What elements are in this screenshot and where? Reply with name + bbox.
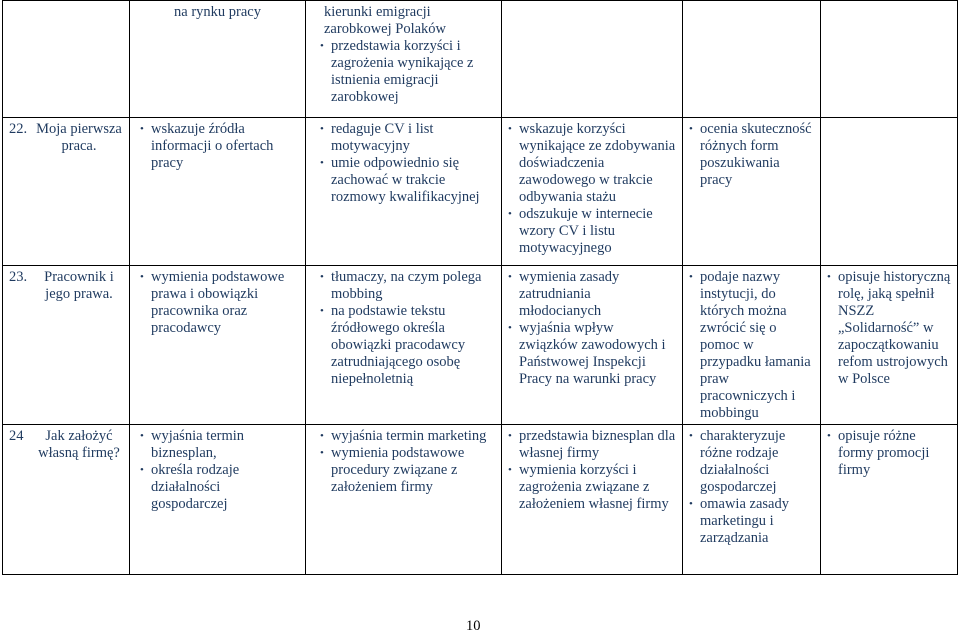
list-item: • przedstawia korzyści i zagrożenia wynikające z istnienia emigracji zarobkowej xyxy=(320,38,495,106)
list-item: • ocenia skuteczność różnych form poszukiwania pracy xyxy=(689,121,814,189)
cell-grade-3 xyxy=(306,118,502,266)
list-item: • redaguje CV i list motywacyjny xyxy=(320,121,495,155)
table-row xyxy=(3,1,958,118)
lesson-cell xyxy=(3,425,130,575)
list-item: kierunki emigracji zarobkowej Polaków xyxy=(324,4,447,37)
cell-grade-4 xyxy=(502,118,683,266)
lesson-cell xyxy=(3,266,130,425)
lesson-title: Moja pierwsza praca. xyxy=(36,121,122,154)
list-item: • wymienia podstawowe prawa i obowiązki pracownika oraz pracodawcy xyxy=(140,269,299,337)
cell-grade-6 xyxy=(821,266,958,425)
list-item: • wymienia korzyści i zagrożenia związane z założeniem własnej firmy xyxy=(508,462,676,513)
cell-grade-4 xyxy=(502,1,683,118)
cell-grade-3 xyxy=(306,425,502,575)
lesson-number: 23. xyxy=(9,269,28,285)
list-item: • opisuje historyczną rolę, jaką spełnił NSZZ „Solidarność” w zapoczątkowaniu refom ustrojowych w Polsce xyxy=(827,269,951,388)
list-item: • charakteryzuje różne rodzaje działalności gospodarczej xyxy=(689,428,814,496)
cell-grade-6 xyxy=(821,1,958,118)
list-item: • przedstawia biznesplan dla własnej firmy xyxy=(508,428,676,462)
list-item: • wskazuje korzyści wynikające ze zdobywania doświadczenia zawodowego w trakcie odbywania stażu xyxy=(508,121,676,206)
cell-grade-5 xyxy=(683,1,821,118)
list-item: • wyjaśnia termin biznesplan, xyxy=(140,428,299,462)
lesson-title: Jak założyć własną firmę? xyxy=(38,428,120,461)
cell-text: na rynku pracy xyxy=(174,4,261,20)
cell-grade-2 xyxy=(130,425,306,575)
cell-grade-4 xyxy=(502,266,683,425)
list-item: • wskazuje źródła informacji o ofertach pracy xyxy=(140,121,299,172)
cell-grade-5 xyxy=(683,266,821,425)
page-number: 10 xyxy=(466,618,481,634)
cell-grade-2 xyxy=(130,266,306,425)
list-item: • na podstawie tekstu źródłowego określa obowiązki pracodawcy zatrudniającego osobę niepełnoletnią xyxy=(320,303,495,388)
cell-grade-6 xyxy=(821,425,958,575)
list-item: • opisuje różne formy promocji firmy xyxy=(827,428,951,479)
list-item: • wymienia zasady zatrudniania młodocianych xyxy=(508,269,676,320)
list-item: • podaje nazwy instytucji, do których można zwrócić się o pomoc w przypadku łamania praw pracowniczych i mobbingu xyxy=(689,269,814,422)
table-row xyxy=(3,266,958,425)
cell-grade-3 xyxy=(306,1,502,118)
table-row xyxy=(3,425,958,575)
curriculum-table xyxy=(2,0,958,575)
lesson-cell xyxy=(3,118,130,266)
list-item: • wyjaśnia wpływ związków zawodowych i Państwowej Inspekcji Pracy na warunki pracy xyxy=(508,320,676,388)
cell-grade-5 xyxy=(683,118,821,266)
list-item: • określa rodzaje działalności gospodarczej xyxy=(140,462,299,513)
list-item: • odszukuje w internecie wzory CV i listu motywacyjnego xyxy=(508,206,676,257)
lesson-title: Pracownik i jego prawa. xyxy=(44,269,114,302)
cell-grade-2 xyxy=(130,1,306,118)
cell-grade-6 xyxy=(821,118,958,266)
table-row xyxy=(3,118,958,266)
lesson-number: 22. xyxy=(9,121,28,137)
cell-grade-3 xyxy=(306,266,502,425)
cell-grade-2 xyxy=(130,118,306,266)
lesson-number: 24 xyxy=(9,428,24,444)
list-item: • tłumaczy, na czym polega mobbing xyxy=(320,269,495,303)
cell-grade-5 xyxy=(683,425,821,575)
cell-grade-4 xyxy=(502,425,683,575)
list-item: • omawia zasady marketingu i zarządzania xyxy=(689,496,814,547)
lesson-cell xyxy=(3,1,130,118)
list-item: • wyjaśnia termin marketing xyxy=(320,428,495,445)
list-item: • wymienia podstawowe procedury związane z założeniem firmy xyxy=(320,445,495,496)
list-item: • umie odpowiednio się zachować w trakcie rozmowy kwalifikacyjnej xyxy=(320,155,495,206)
